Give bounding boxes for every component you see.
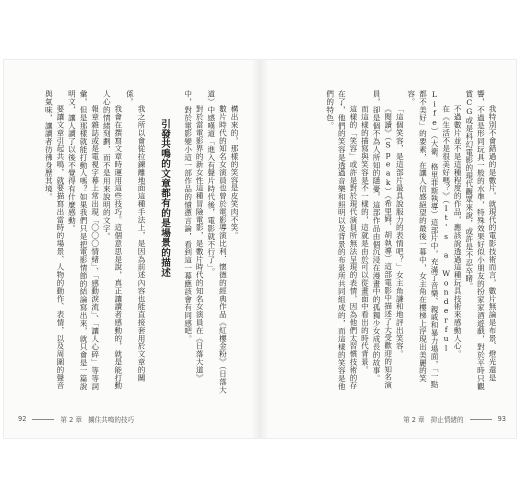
paragraph: 我會在撰寫文章時運用這些技巧。這個意思是說，真正讓讀者感動的，就是能打動人心的情緒刻劃，而不是用來說明的文字。 bbox=[102, 90, 123, 390]
paragraph: 不過數片並不是這種程度的作品，應該說透過這種玩具技術來感動人心。 bbox=[453, 105, 463, 358]
left-page bbox=[4, 60, 252, 438]
right-page-text bbox=[274, 90, 498, 395]
book-gutter bbox=[252, 60, 268, 438]
paragraph: 我之所以會從拉鍊離地面這種手法上，是因為前述內容也能直接套用於文章的關係。 bbox=[125, 90, 147, 382]
paragraph: 數片時代的知名女演員也曾於電影導演比利．懷德的經典作品《紅樓金粉》（日落大道）中感嘆道「進入有聲片時代後，電影就不行了」。 bbox=[206, 90, 228, 394]
paragraph: 我特別不會錯過的是數片，就現代的電影技術而言，數片無論是布景、燈光還是響，不過是形同玩具一般的水準，特殊效果好似小朋友的扮家家酒遊戲，對於平時只觀賞CG或是科幻電影的現代觀眾來說，或許是不忍卒睹。 bbox=[464, 90, 497, 391]
chapter-label: 第 2 章 bbox=[60, 416, 82, 424]
footer-rule bbox=[32, 419, 54, 420]
chapter-title: 擄住共鳴的技巧 bbox=[87, 416, 135, 424]
paragraph: 《閱讀》（Speak）（希里姆．胡執導）這部電影中描述了大受歡迎的知名演員，卻是個不為人所知的隱憂，這部作品由個沉浸在漫畫中的孤獨少女成長的故事。 bbox=[372, 90, 393, 389]
right-page-footer bbox=[403, 414, 506, 424]
paragraph: 而這樣的描寫與笑容是不一樣的，這就是由於可以從畫面中看出的時代背景。 bbox=[360, 105, 370, 374]
left-page-footer bbox=[18, 414, 134, 424]
paragraph: 「這個笑容，是這部片最具說服力的表情吧？」女主角謙和地評出笑容。 bbox=[395, 105, 405, 358]
left-page-text bbox=[22, 90, 240, 395]
paragraph: 構出來的，那樣的笑容是皮笑肉不笑。 bbox=[230, 105, 239, 240]
page-number: 92 bbox=[18, 415, 27, 423]
paragraph: 這樣的「笑容」或許是對於現代演員所無法呈現的表情，因為他們太習慣技術的存在了，他們的笑容是透過音樂和照明以及背景的布景所共同組成的，而這樣的笑容是他們的特色。 bbox=[325, 90, 358, 391]
chapter-label: 第 2 章 bbox=[403, 416, 425, 424]
chapter-title: 抑止情緒的 bbox=[430, 416, 464, 424]
paragraph: 報章雜誌或是電視字幕上常出現「〇〇〇情緒」、「感動淚流」、「讓人心碎」等等詞彙，但是那樣就能打動人嗎？如果我們只是把電影情節的結論寫出來，就只會是一篇說明文，讓人讀了以後不覺得有什麼感動。 bbox=[67, 90, 100, 391]
right-page bbox=[268, 60, 516, 438]
section-heading: 引發共鳴的文章都有的是場景的描述 bbox=[159, 118, 171, 278]
paragraph: 對於當電影界的新女性這種冒險電影，是數片時代的知名女演員在《日落大道》中，對於電影變小這一部作品的憤懣言論，看到這一幕應該會有同感吧。 bbox=[183, 90, 205, 382]
paragraph: 在《生活不是很美好嗎？》（It's a Wonderful Life）（大衛．格里菲斯執導）這部片中，充滿了音樂、親戚和暴力場面，「一點都不美好」的要素，在讓人信感絕望的最後一幕中，女主角在樓梯上浮現出美麗的笑容。 bbox=[406, 90, 451, 389]
footer-rule bbox=[470, 419, 492, 420]
page-number: 93 bbox=[497, 415, 506, 423]
paragraph: 要讓文章引起共鳴，就要描寫出當時的場景、人物的動作、表情，以及周圍的聲音與氣味，讓讀者彷彿身歷其境。 bbox=[44, 90, 65, 390]
